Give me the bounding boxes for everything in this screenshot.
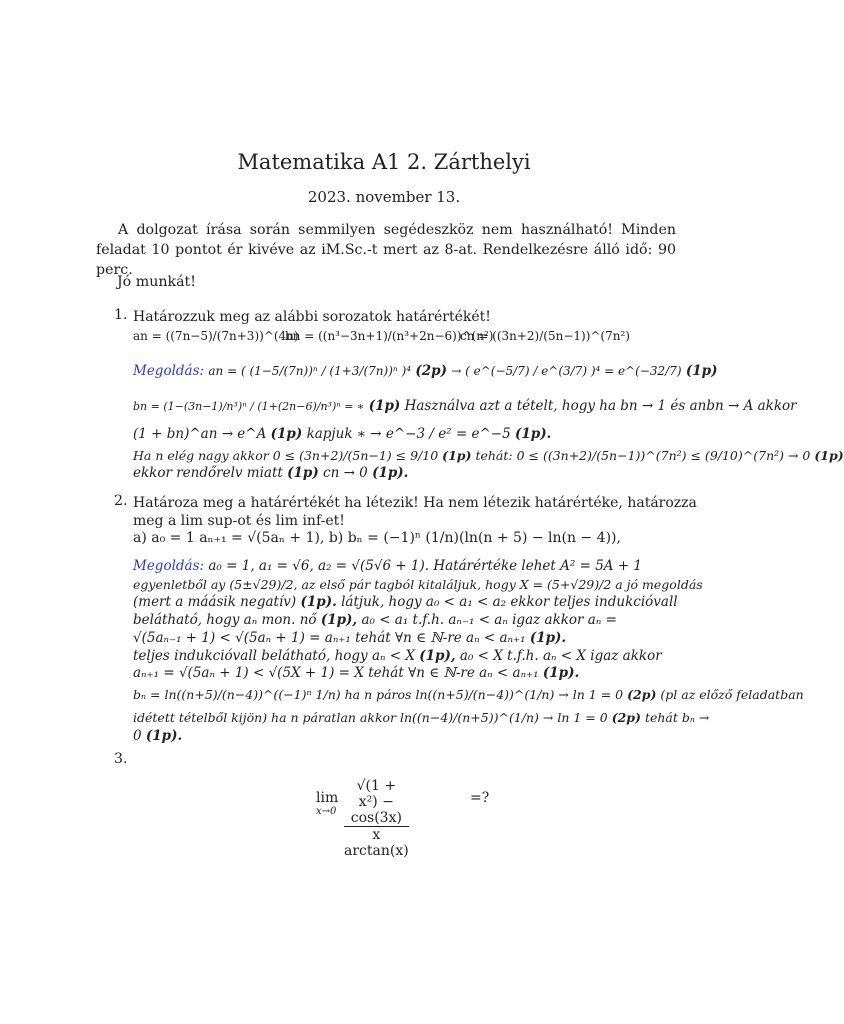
solution-1-bn-formula: bn = (1−(3n−1)/n³)ⁿ / (1+(2n−6)/n³)ⁿ = ∗ (133, 400, 365, 413)
problem-2-statement-line-3: a) a₀ = 1 aₙ₊₁ = √(5aₙ + 1), b) bₙ = (−1)ⁿ (1/n)(ln(n + 5) − ln(n − 4)), (133, 530, 621, 546)
solution-label: Megoldás: (133, 558, 205, 574)
limit-numerator: √(1 + x²) − cos(3x) (344, 778, 409, 827)
limit-fraction (344, 778, 409, 859)
problem-2-number: 2. (114, 493, 128, 509)
solution-2-text-6a: teljes indukcióvall belátható, hogy aₙ < X (133, 648, 415, 664)
solution-1-limit-formula: (1 + bn)^an → e^A (133, 426, 267, 442)
problem-2-solution-line-2: egyenletből ay (5±√29)/2, az első pár tagból kitaláljuk, hogy X = (5+√29)/2 a jó megoldás (133, 577, 703, 592)
solution-1-limit-result: kapjuk ∗ → e^−3 / e² = e^−5 (306, 426, 511, 442)
problem-1-solution-line-3 (133, 424, 551, 444)
solution-2-text-9b: tehát bₙ → (644, 710, 710, 725)
points-mark: (1p) (814, 448, 844, 463)
points-mark: (1p) (270, 426, 303, 442)
problem-1-solution-line-2 (133, 396, 797, 417)
problem-3-number: 3. (114, 751, 128, 767)
solution-2-text-8b: (pl az előző feladatban (660, 687, 804, 702)
problem-1-solution-line-1 (133, 361, 717, 381)
points-mark: (1p). (542, 665, 580, 681)
points-mark: (1p). (529, 630, 567, 646)
points-mark: (1p). (514, 426, 552, 442)
solution-2-text-10a: 0 (133, 728, 142, 744)
problem-2-solution-line-5 (133, 628, 566, 648)
problem-2-solution-line-7 (133, 663, 579, 683)
exam-title: Matematika A1 2. Zárthelyi (237, 150, 531, 174)
problem-2-solution-line-4 (133, 610, 617, 630)
greeting-text: Jó munkát! (117, 274, 196, 290)
problem-1-cn: cn = ((3n+2)/(5n−1))^(7n²) (460, 329, 630, 343)
solution-1-an-result: → ( e^(−5/7) / e^(3/7) )⁴ = e^(−32/7) (451, 364, 682, 378)
points-mark: (1p), (320, 612, 358, 628)
limit-question: =? (470, 790, 490, 806)
solution-1-cn-limit: cn → 0 (323, 465, 368, 481)
solution-1-squeeze-text: tehát: 0 ≤ ((3n+2)/(5n−1))^(7n²) ≤ (9/10)^(7n²) → 0 (475, 448, 811, 463)
solution-2-text-1: a₀ = 1, a₁ = √6, a₂ = √(5√6 + 1). Határértéke lehet A² = 5A + 1 (208, 558, 643, 574)
problem-2-statement-line-1: Határoza meg a határértékét ha létezik! Ha nem létezik határértéke, határozza (133, 495, 697, 511)
points-mark: (1p). (145, 728, 183, 744)
solution-1-theorem-text: Használva azt a tételt, hogy ha bn → 1 és anbn → A akkor (404, 398, 797, 414)
points-mark: (1p) (368, 398, 401, 414)
points-mark: (1p) (442, 448, 472, 463)
solution-1-an-formula: an = ( (1−5/(7n))ⁿ / (1+3/(7n))ⁿ )⁴ (208, 364, 412, 378)
problem-2-solution-line-9 (133, 708, 709, 728)
points-mark: (1p) (685, 363, 718, 379)
solution-2-text-5a: √(5aₙ₋₁ + 1) < √(5aₙ + 1) = aₙ₊₁ tehát ∀n ∈ ℕ-re aₙ < aₙ₊₁ (133, 630, 526, 646)
limit-denominator: x arctan(x) (344, 827, 409, 859)
solution-1-bound-text: Ha n elég nagy akkor 0 ≤ (3n+2)/(5n−1) ≤ 9/10 (133, 448, 439, 463)
points-mark: (2p) (627, 687, 657, 702)
problem-1-statement: Határozzuk meg az alábbi sorozatok határértékét! (133, 309, 491, 325)
solution-2-text-4a: belátható, hogy aₙ mon. nő (133, 612, 317, 628)
instructions-paragraph: A dolgozat írása során semmilyen segédeszköz nem használható! Minden feladat 10 pontot ér kivéve az iM.Sc.-t mert az 8-at. Rendelkezésre álló idő: 90 perc. (96, 222, 676, 278)
problem-2-statement-line-2: meg a lim sup-ot és lim inf-et! (133, 513, 345, 529)
problem-2-solution-line-3 (133, 592, 678, 612)
solution-1-police-text: ekkor rendőrelv miatt (133, 465, 283, 481)
solution-2-text-6b: a₀ < X t.f.h. aₙ < X igaz akkor (459, 648, 662, 664)
problem-1-an: an = ((7n−5)/(7n+3))^(4n) (133, 329, 299, 343)
problem-1-number: 1. (114, 307, 128, 323)
problem-1-solution-line-5 (133, 463, 408, 483)
solution-label: Megoldás: (133, 363, 205, 379)
points-mark: (2p) (611, 710, 641, 725)
problem-2-solution-line-8 (133, 685, 804, 705)
solution-2-text-7a: aₙ₊₁ = √(5aₙ + 1) < √(5X + 1) = X tehát ∀n ∈ ℕ-re aₙ < aₙ₊₁ (133, 665, 539, 681)
points-mark: (1p) (287, 465, 319, 481)
solution-2-text-3b: látjuk, hogy a₀ < a₁ < a₂ ekkor teljes indukcióvall (341, 594, 678, 610)
exam-date: 2023. november 13. (307, 188, 461, 206)
limit-operator: lim (316, 790, 339, 806)
points-mark: (1p), (419, 648, 456, 664)
points-mark: (1p). (300, 594, 337, 610)
points-mark: (1p). (372, 465, 409, 481)
solution-2-text-8a: bₙ = ln((n+5)/(n−4))^((−1)ⁿ 1/n) ha n páros ln((n+5)/(n−4))^(1/n) → ln 1 = 0 (133, 687, 624, 702)
solution-2-text-9a: idétett tételből kijön) ha n páratlan akkor ln((n−4)/(n+5))^(1/n) → ln 1 = 0 (133, 710, 608, 725)
solution-2-text-4b: a₀ < a₁ t.f.h. aₙ₋₁ < aₙ igaz akkor aₙ = (361, 612, 617, 628)
problem-2-solution-line-10 (133, 726, 182, 746)
problem-1-bn: bn = ((n³−3n+1)/(n³+2n−6))^(n²) (285, 329, 494, 343)
points-mark: (2p) (415, 363, 447, 379)
limit-subscript: x→0 (316, 806, 337, 817)
problem-2-solution-line-1 (133, 556, 642, 576)
solution-2-text-3a: (mert a máásik negatív) (133, 594, 297, 610)
